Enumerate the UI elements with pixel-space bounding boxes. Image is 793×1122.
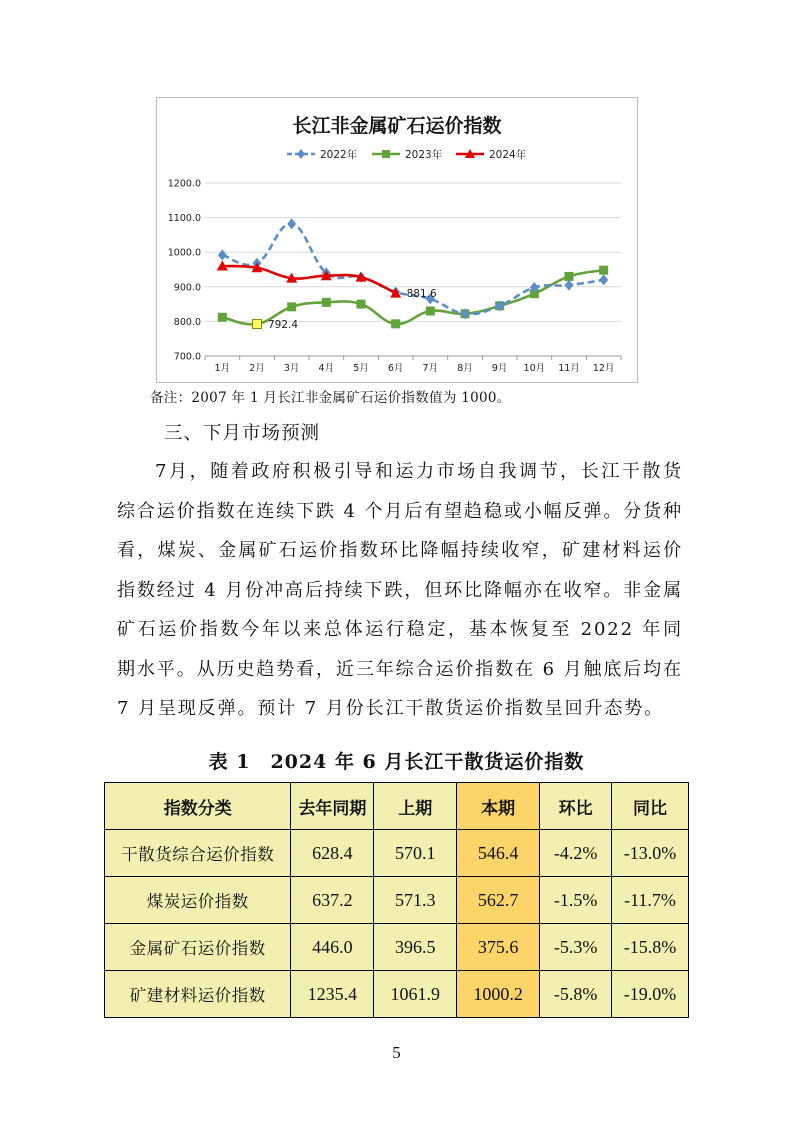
table-row — [105, 830, 689, 877]
cell-yoy: -11.7% — [612, 877, 689, 924]
data-label: 792.4 — [268, 319, 299, 332]
page-number: 5 — [392, 1043, 401, 1062]
data-point-2023年 — [253, 320, 262, 329]
table-row — [105, 877, 689, 924]
cell-previous: 571.3 — [374, 877, 457, 924]
data-point-2023年 — [599, 266, 608, 275]
cell-last-year: 446.0 — [291, 924, 374, 971]
cell-yoy: -13.0% — [612, 830, 689, 877]
cell-current: 375.6 — [457, 924, 540, 971]
x-tick-label: 6月 — [387, 363, 404, 374]
cell-last-year: 1235.4 — [291, 971, 374, 1018]
x-tick-label: 7月 — [422, 363, 439, 374]
x-tick-label: 8月 — [457, 363, 473, 374]
cell-category: 金属矿石运价指数 — [105, 924, 291, 971]
data-point-2022年 — [218, 249, 227, 260]
forecast-paragraph: 7月，随着政府积极引导和运力市场自我调节，长江干散货综合运价指数在连续下跌 4 个月后有望趋稳或小幅反弹。分货种看，煤炭、金属矿石运价指数环比降幅持续收窄，矿建材料运价指数经过 4 月份冲高后持续下跌，但环比降幅亦在收窄。非金属矿石运价指数今年以来总体运行稳定，基本恢复至 2022 年同期水平。从历史趋势看，近三年综合运价指数在 6 月触底后均在 7 月呈现反弹。预计 7 月份长江干散货运价指数呈回升态势。 — [117, 461, 683, 719]
header-previous: 上期 — [374, 783, 457, 830]
cell-mom: -5.3% — [540, 924, 612, 971]
header-yoy: 同比 — [612, 783, 689, 830]
data-point-2023年 — [218, 313, 227, 322]
legend-marker-2022年 — [297, 149, 305, 159]
cell-category: 干散货综合运价指数 — [105, 830, 291, 877]
data-point-2023年 — [357, 300, 366, 309]
cell-last-year: 628.4 — [291, 830, 374, 877]
cell-current: 562.7 — [457, 877, 540, 924]
x-tick-label: 3月 — [283, 363, 300, 374]
cell-yoy: -19.0% — [612, 971, 689, 1018]
series-line-2024年 — [222, 266, 395, 293]
section-title: 三、下月市场预测 — [164, 423, 321, 444]
data-point-2022年 — [565, 280, 574, 291]
cell-category: 矿建材料运价指数 — [105, 971, 291, 1018]
header-category: 指数分类 — [105, 783, 291, 830]
data-point-2022年 — [599, 274, 608, 285]
data-point-2023年 — [426, 307, 435, 316]
data-label: 881.6 — [406, 288, 437, 301]
line-chart — [157, 98, 637, 382]
x-tick-label: 10月 — [523, 363, 546, 374]
data-point-2023年 — [287, 302, 296, 311]
y-tick-label: 1100.0 — [167, 213, 201, 225]
x-tick-label: 2月 — [249, 363, 265, 374]
legend-label: 2024年 — [489, 149, 527, 161]
chart-container — [156, 97, 638, 383]
legend-marker-2023年 — [382, 150, 390, 158]
x-tick-label: 12月 — [592, 363, 615, 374]
y-tick-label: 700.0 — [173, 351, 201, 363]
table-caption: 表 1 2024 年 6 月长江干散货运价指数 — [208, 751, 585, 773]
cell-mom: -5.8% — [540, 971, 612, 1018]
x-tick-label: 1月 — [214, 363, 231, 374]
cell-last-year: 637.2 — [291, 877, 374, 924]
data-point-2022年 — [287, 218, 296, 229]
chart-title: 长江非金属矿石运价指数 — [292, 115, 502, 137]
cell-yoy: -15.8% — [612, 924, 689, 971]
table-row — [105, 971, 689, 1018]
y-tick-label: 1200.0 — [167, 178, 201, 190]
cell-category: 煤炭运价指数 — [105, 877, 291, 924]
x-tick-label: 9月 — [491, 363, 508, 374]
cell-current: 1000.2 — [457, 971, 540, 1018]
y-tick-label: 1000.0 — [167, 247, 201, 259]
cell-current: 546.4 — [457, 830, 540, 877]
y-tick-label: 800.0 — [173, 316, 201, 328]
x-tick-label: 4月 — [318, 363, 335, 374]
header-last-year: 去年同期 — [291, 783, 374, 830]
cell-mom: -4.2% — [540, 830, 612, 877]
header-current: 本期 — [457, 783, 540, 830]
series-line-2022年 — [222, 224, 603, 314]
chart-note: 备注：2007 年 1 月长江非金属矿石运价指数值为 1000。 — [150, 390, 511, 406]
data-point-2023年 — [391, 319, 400, 328]
legend-label: 2022年 — [320, 149, 358, 161]
data-point-2023年 — [322, 298, 331, 307]
table-header-row — [105, 783, 689, 830]
x-tick-label: 5月 — [353, 363, 369, 374]
legend-label: 2023年 — [405, 149, 443, 161]
freight-index-table — [104, 782, 689, 1018]
cell-mom: -1.5% — [540, 877, 612, 924]
cell-previous: 570.1 — [374, 830, 457, 877]
x-tick-label: 11月 — [558, 363, 580, 374]
data-point-2023年 — [565, 272, 574, 281]
cell-previous: 396.5 — [374, 924, 457, 971]
y-tick-label: 900.0 — [173, 282, 201, 294]
header-mom: 环比 — [540, 783, 612, 830]
cell-previous: 1061.9 — [374, 971, 457, 1018]
table-row — [105, 924, 689, 971]
